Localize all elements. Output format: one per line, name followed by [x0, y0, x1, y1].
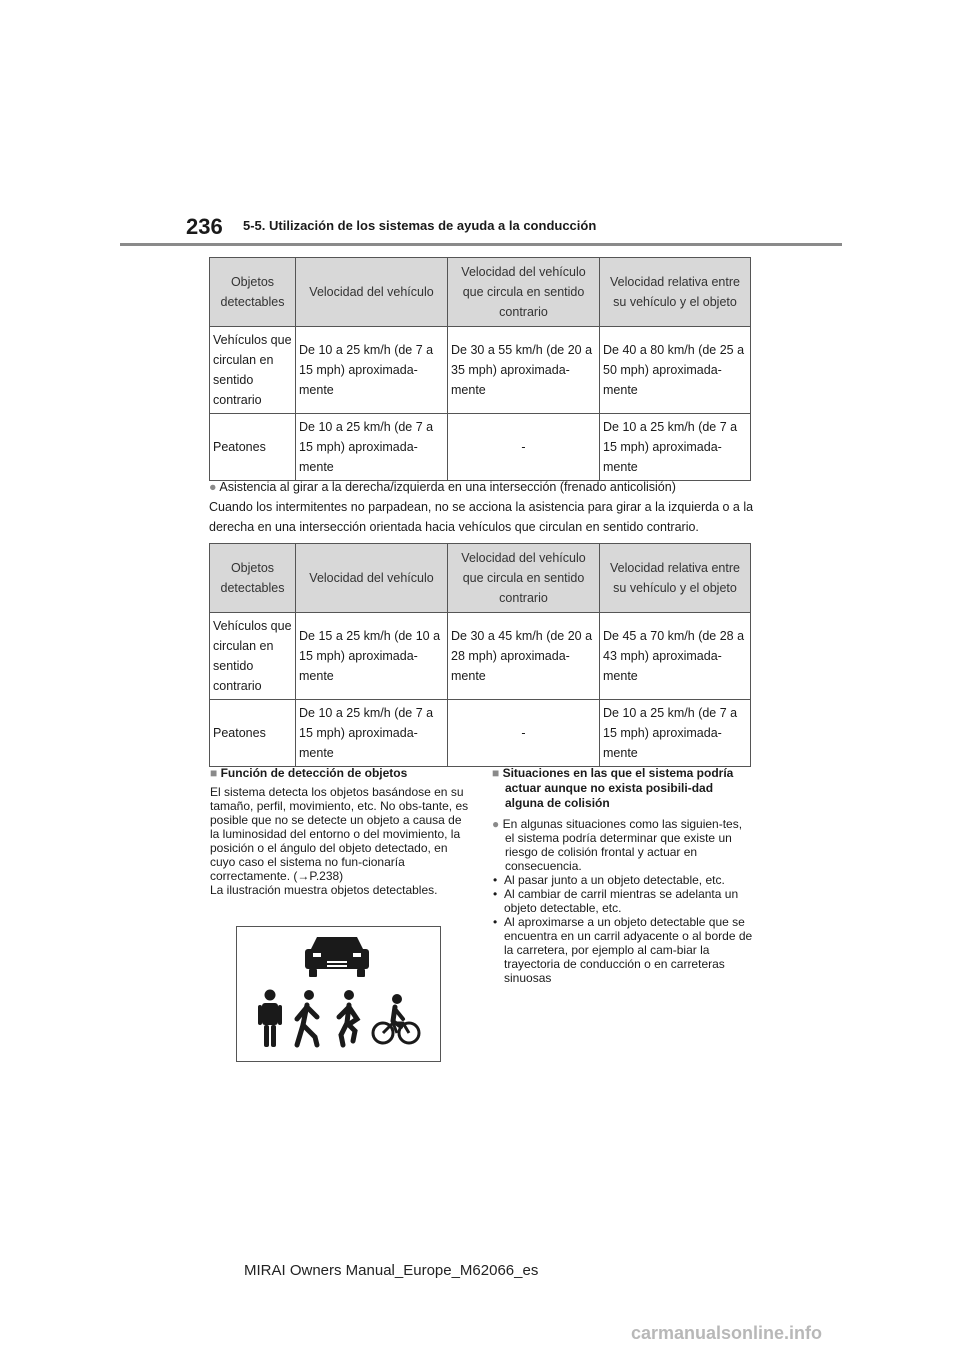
table-header-row — [210, 258, 751, 327]
square-bullet-icon: ■ — [210, 766, 218, 780]
table-cell: De 30 a 55 km/h (de 20 a 35 mph) aproximada-mente — [448, 327, 600, 414]
page-number: 236 — [186, 214, 223, 239]
table-row — [210, 613, 751, 700]
table-cell: De 45 a 70 km/h (de 28 a 43 mph) aproximada-mente — [600, 613, 751, 700]
section-heading — [492, 766, 754, 811]
detectable-objects-illustration — [236, 926, 441, 1062]
table-cell: De 10 a 25 km/h (de 7 a 15 mph) aproximada-mente — [296, 327, 448, 414]
assist-body: Cuando los intermitentes no parpadean, no se acciona la asistencia para girar a la izquierda o a la derecha en una intersección orientada hacia vehículos que circulan en sentido contrario. — [209, 500, 754, 534]
section-title: 5-5. Utilización de los sistemas de ayuda a la conducción — [243, 218, 597, 233]
assist-title-text: Asistencia al girar a la derecha/izquierda en una intersección (frenado anticolisión) — [219, 480, 676, 494]
table-cell: De 30 a 45 km/h (de 20 a 28 mph) aproximada-mente — [448, 613, 600, 700]
section-heading — [210, 766, 470, 781]
table-header-cell: Objetos detectables — [210, 258, 296, 327]
bullet-icon: ● — [492, 817, 500, 831]
walking-pedestrian-icon — [297, 990, 317, 1045]
table-row — [210, 700, 751, 767]
table-cell: Vehículos que circulan en sentido contrario — [210, 613, 296, 700]
situation-list — [492, 873, 754, 985]
table-cell: Peatones — [210, 414, 296, 481]
situation-intro — [492, 817, 754, 873]
table-header-cell: Velocidad relativa entre su vehículo y el objeto — [600, 544, 751, 613]
table-header-cell: Velocidad del vehículo — [296, 258, 448, 327]
running-pedestrian-icon — [339, 990, 357, 1045]
section-body: El sistema detecta los objetos basándose en su tamaño, perfil, movimiento, etc. No obs-tante, es posible que no se detecte un objeto a causa de la luminosidad del entorno o del movimiento, la posición o el ángulo del objeto detectado, en cuyo caso el sistema no fun-cionaría correctamente. (→P.238) — [210, 785, 469, 883]
watermark: carmanualsonline.info — [631, 1323, 823, 1343]
square-bullet-icon: ■ — [492, 766, 500, 780]
speed-table-1 — [209, 257, 751, 481]
table-row — [210, 327, 751, 414]
manual-footer: MIRAI Owners Manual_Europe_M62066_es — [244, 1262, 539, 1279]
table-header-cell: Objetos detectables — [210, 544, 296, 613]
speed-table-2 — [209, 543, 751, 767]
section-body-note: La ilustración muestra objetos detectables. — [210, 883, 438, 897]
list-item: • Al cambiar de carril mientras se adelanta un objeto detectable, etc. — [492, 887, 754, 915]
table-cell: - — [448, 700, 600, 767]
table-header-cell: Velocidad del vehículo — [296, 544, 448, 613]
assist-title — [209, 478, 754, 497]
false-activation-section — [492, 766, 754, 985]
table-header-cell: Velocidad del vehículo que circula en sentido contrario — [448, 544, 600, 613]
table-header-cell: Velocidad relativa entre su vehículo y el objeto — [600, 258, 751, 327]
standing-pedestrian-icon — [258, 990, 282, 1048]
section-heading-text: Función de detección de objetos — [220, 766, 408, 780]
list-item: • Al aproximarse a un objeto detectable que se encuentra en un carril adyacente o al borde de la carretera, por ejemplo al cam-biar la trayectoria de conducción o en carreteras sinuosas — [492, 915, 754, 985]
header-rule — [120, 243, 842, 246]
table-header-row — [210, 544, 751, 613]
table-cell: De 10 a 25 km/h (de 7 a 15 mph) aproximada-mente — [296, 700, 448, 767]
table-row — [210, 414, 751, 481]
table-cell: De 40 a 80 km/h (de 25 a 50 mph) aproximada-mente — [600, 327, 751, 414]
table-cell: De 15 a 25 km/h (de 10 a 15 mph) aproximada-mente — [296, 613, 448, 700]
table-cell: De 10 a 25 km/h (de 7 a 15 mph) aproximada-mente — [296, 414, 448, 481]
table-cell: De 10 a 25 km/h (de 7 a 15 mph) aproximada-mente — [600, 700, 751, 767]
table-cell: Peatones — [210, 700, 296, 767]
car-icon — [305, 937, 369, 977]
cyclist-icon — [373, 994, 419, 1043]
section-heading-text: Situaciones en las que el sistema podría actuar aunque no exista posibili-dad alguna de colisión — [502, 766, 734, 810]
object-detection-section — [210, 766, 470, 897]
table-header-cell: Velocidad del vehículo que circula en sentido contrario — [448, 258, 600, 327]
situation-intro-text: En algunas situaciones como las siguien-tes, el sistema podría determinar que existe un riesgo de colisión frontal y actuar en consecuencia. — [502, 817, 743, 873]
bullet-icon: ● — [209, 480, 217, 494]
table-cell: De 10 a 25 km/h (de 7 a 15 mph) aproximada-mente — [600, 414, 751, 481]
table-cell: Vehículos que circulan en sentido contrario — [210, 327, 296, 414]
table-cell: - — [448, 414, 600, 481]
list-item: • Al pasar junto a un objeto detectable, etc. — [492, 873, 754, 887]
